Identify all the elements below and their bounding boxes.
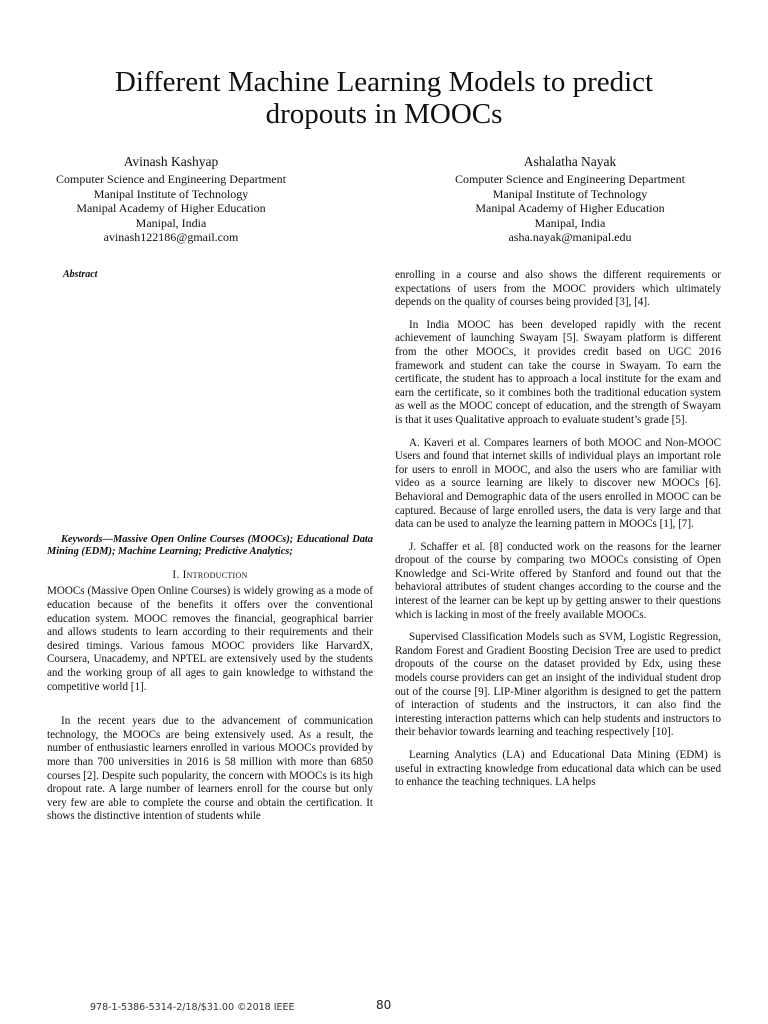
section-title: Introduction <box>182 568 248 581</box>
section-heading-introduction <box>47 569 373 583</box>
paragraph: Supervised Classification Models such as SVM, Logistic Regression, Random Forest and Gradient Boosting Decision Tree are used to predict dropouts of the course on the dataset provided by Edx, using these models course providers can get an insight of the individual student drop out of the course [9]. LIP-Miner algorithm is designed to get the pattern of interaction of students and the instructors, it can also find the interesting interaction patterns which can help students and instructors to their behavior towards learning and teaching respectively [10]. <box>395 631 721 739</box>
author-institute: Manipal Institute of Technology <box>93 186 249 201</box>
author-department: Computer Science and Engineering Department <box>56 172 286 186</box>
author-academy: Manipal Academy of Higher Education <box>475 201 665 216</box>
right-column <box>395 269 721 790</box>
author-block-2 <box>400 153 740 245</box>
page-number: 80 <box>376 998 392 1012</box>
left-column <box>47 268 373 824</box>
paragraph: MOOCs (Massive Open Online Courses) is widely growing as a mode of education because of the benefits it offers over the conventional education system. MOOC removes the financial, geographical barrier and allows students to learn according to their requirements and their desired timings. Various famous MOOC providers like HarvardX, Coursera, Unacademy, and NPTEL are extensively used by the students and the working group of all ages to gain knowledge to withstand the competitive world [1]. <box>47 585 373 693</box>
paper-title <box>60 66 708 130</box>
paragraph: J. Schaffer et al. [8] conducted work on the reasons for the learner dropout of the course by comparing two MOOCs consisting of Open Knowledge and Sci-Write offered by Stanford and found out that the behavioral attributes of student changes according to the course and the interest of the learner can be kept up by getting answer to their questions which is lacking in most of the freely available MOOCs. <box>395 540 721 621</box>
paragraph: enrolling in a course and also shows the different requirements or expectations of users from the MOOC providers which ultimately depends on the quality of courses being provided [3], [4]. <box>395 269 721 309</box>
abstract-heading: Abstract <box>63 269 98 280</box>
author-location: Manipal, India <box>534 215 606 230</box>
author-email: avinash122186@gmail.com <box>103 230 239 245</box>
author-institute: Manipal Institute of Technology <box>492 186 648 201</box>
paragraph: A. Kaveri et al. Compares learners of both MOOC and Non-MOOC Users and found that internet skills of individual plays an important role for users to enroll in MOOC, and also the users who are familiar with video as a source learning are likely to discover new MOOCs [6]. Behavioral and Demographic data of the users enrolled in MOOC can be captured. Because of large enrolled users, the data is very large and that data can be used to analyze the learning pattern in MOOCs [1], [7]. <box>395 436 721 531</box>
author-location: Manipal, India <box>135 215 207 230</box>
footer-isbn: 978-1-5386-5314-2/18/$31.00 ©2018 IEEE <box>90 1002 295 1013</box>
author-department: Computer Science and Engineering Department <box>455 172 685 186</box>
paragraph: Learning Analytics (LA) and Educational Data Mining (EDM) is useful in extracting knowledge from educational data which can be used to enhance the teaching techniques. LA helps <box>395 749 721 789</box>
author-email: asha.nayak@manipal.edu <box>508 230 632 245</box>
author-block-1 <box>1 153 341 245</box>
abstract-body-space <box>47 282 373 534</box>
paragraph: In the recent years due to the advancement of communication technology, the MOOCs are being extensively used. As a result, the number of enthusiastic learners enrolled in various MOOCs provided by more than 700 universities in 2016 is 58 million with more than 6850 courses [2]. Despite such popularity, the concern with MOOCs is its high dropout rate. A large number of learners enroll for the course but only very few are able to complete the course and obtain the certification. It shows the distinctive intention of students while <box>47 715 373 823</box>
keywords: Keywords—Massive Open Online Courses (MOOCs); Educational Data Mining (EDM); Machine Learning; Predictive Analytics; <box>47 533 373 558</box>
author-name: Avinash Kashyap <box>123 154 219 169</box>
author-name: Ashalatha Nayak <box>523 154 617 169</box>
author-academy: Manipal Academy of Higher Education <box>76 201 266 216</box>
paragraph: In India MOOC has been developed rapidly with the recent achievement of launching Swayam [5]. Swayam platform is different from the other MOOCs, it provides credit based on UGC 2016 framework and student can take the course in Swayam. To earn the certificate, the student has to approach a local institute for the exam and earn the certificate, so it combines both the traditional education system as well as the MOOC concept of education, and the strength of Swayam is that it uses Qualitative approach to evaluate student’s grade [5]. <box>395 318 721 426</box>
section-number: I. <box>172 568 180 581</box>
title-line-2: dropouts in MOOCs <box>265 98 503 130</box>
title-line-1: Different Machine Learning Models to predict <box>114 66 654 98</box>
